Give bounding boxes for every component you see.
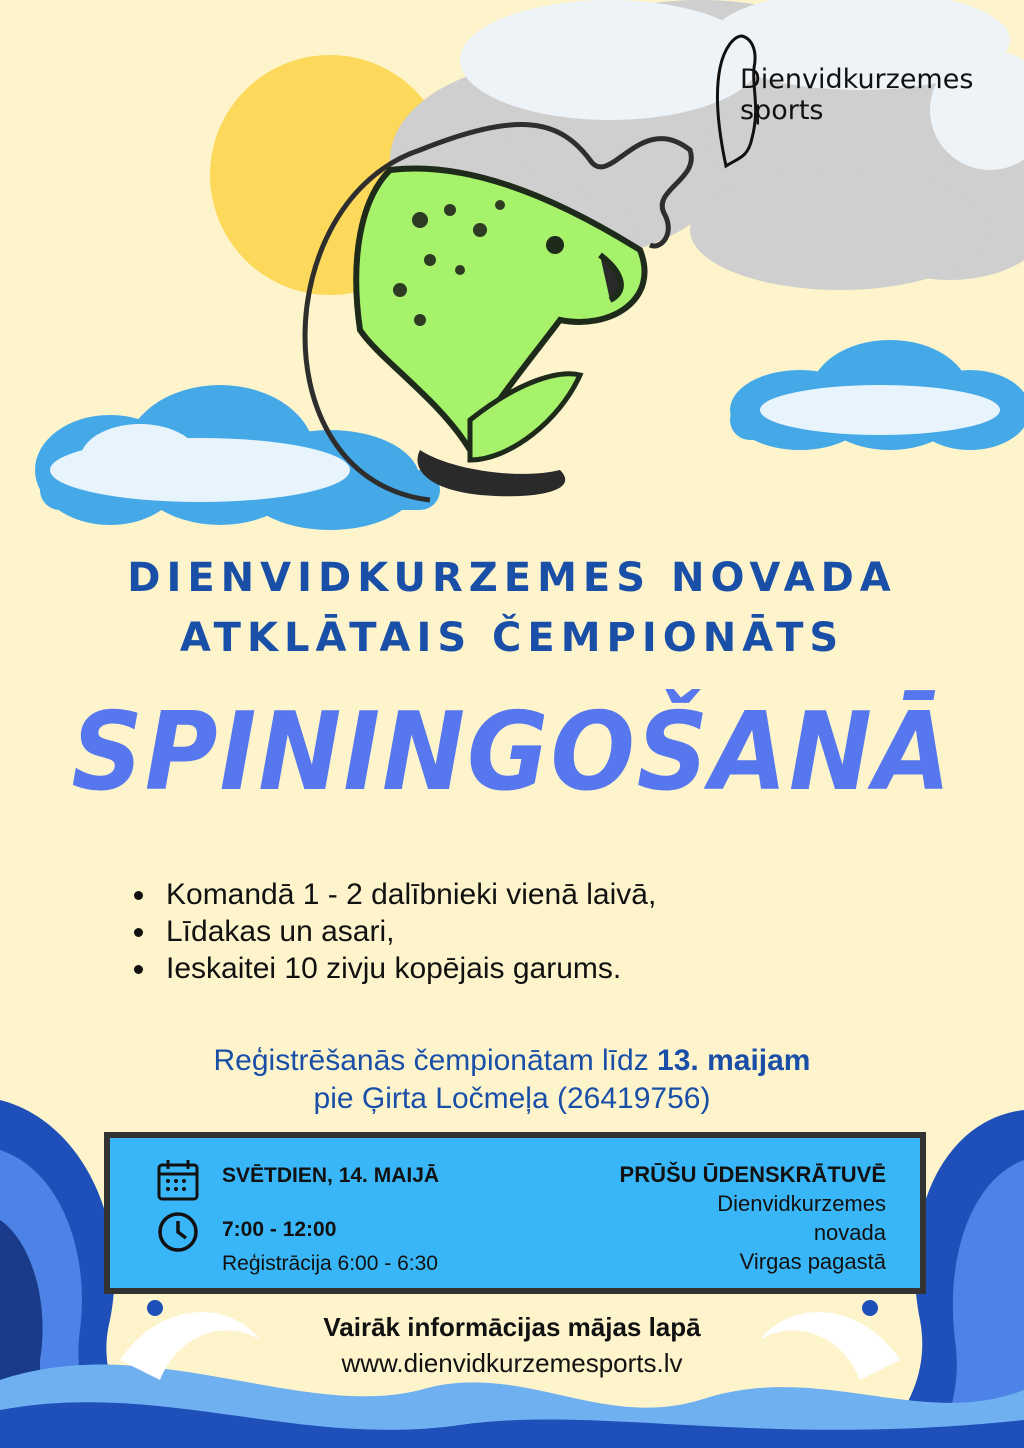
registration-line2: pie Ģirta Ločmeļa (26419756) [313, 1082, 711, 1115]
registration-line1 [0, 1044, 1024, 1078]
list-item: Līdakas un asari, [132, 913, 656, 950]
main-title: SPININGOŠANĀ [71, 690, 953, 815]
list-item: Ieskaitei 10 zivju kopējais garums. [132, 950, 656, 987]
rules-list [132, 876, 656, 987]
event-info-box [104, 1132, 926, 1294]
registration-text: Reģistrēšanās čempionātam līdz [213, 1044, 658, 1077]
event-time: 7:00 - 12:00 [222, 1218, 337, 1241]
headline-line1: DIENVIDKURZEMES NOVADA [127, 555, 897, 601]
website-link[interactable]: www.dienvidkurzemesports.lv [341, 1348, 683, 1378]
logo-text [740, 64, 973, 126]
location-line4: Virgas pagastā [739, 1249, 886, 1274]
blue-cloud-left [35, 385, 440, 530]
logo-line1: Dienvidkurzemes [740, 64, 974, 95]
clock-icon [156, 1210, 200, 1254]
calendar-icon [156, 1158, 200, 1202]
more-info-text: Vairāk informācijas mājas lapā [323, 1312, 701, 1342]
headline-line2: ATKLĀTAIS ČEMPIONĀTS [179, 615, 845, 661]
location-line3: novada [813, 1220, 886, 1245]
registration-time: Reģistrācija 6:00 - 6:30 [222, 1252, 438, 1275]
event-date: SVĒTDIEN, 14. MAIJĀ [222, 1164, 440, 1187]
location-line2: Dienvidkurzemes [717, 1191, 886, 1216]
registration-deadline: 13. maijam [657, 1044, 811, 1077]
blue-cloud-right [730, 340, 1024, 450]
location-name: PRŪŠU ŪDENSKRĀTUVĒ [619, 1162, 886, 1187]
event-location [620, 1160, 886, 1276]
list-item: Komandā 1 - 2 dalībnieki vienā laivā, [132, 876, 656, 913]
logo-line2: sports [740, 95, 824, 126]
